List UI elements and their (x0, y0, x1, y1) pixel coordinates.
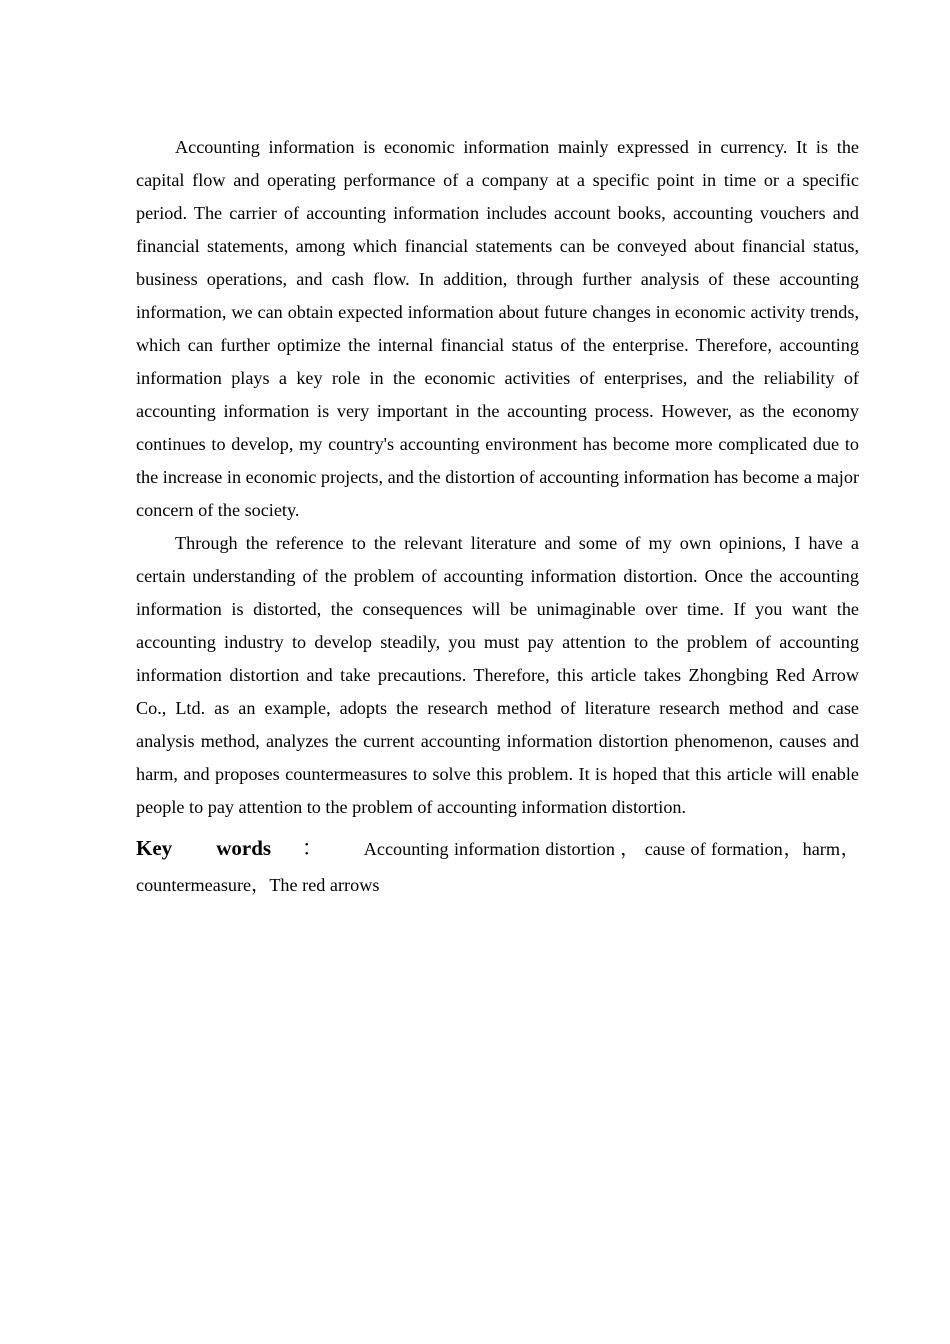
abstract-paragraph-1: Accounting information is economic information mainly expressed in currency. It is the capital flow and operating performance of a company at a specific point in time or a specific period. The carrier of accounting information includes account books, accounting vouchers and financial statements, among which financial statements can be conveyed about financial status, business operations, and cash flow. In addition, through further analysis of these accounting information, we can obtain expected information about future changes in economic activity trends, which can further optimize the internal financial status of the enterprise. Therefore, accounting information plays a key role in the economic activities of enterprises, and the reliability of accounting information is very important in the accounting process. However, as the economy continues to develop, my country's accounting environment has become more complicated due to the increase in economic projects, and the distortion of accounting information has become a major concern of the society. (136, 137, 859, 520)
abstract-paragraph-2: Through the reference to the relevant literature and some of my own opinions, I have a certain understanding of the problem of accounting information distortion. Once the accounting information is distorted, the consequences will be unimaginable over time. If you want the accounting industry to develop steadily, you must pay attention to the problem of accounting information distortion and take precautions. Therefore, this article takes Zhongbing Red Arrow Co., Ltd. as an example, adopts the research method of literature research method and case analysis method, analyzes the current accounting information distortion phenomenon, causes and harm, and proposes countermeasures to solve this problem. It is hoped that this article will enable people to pay attention to the problem of accounting information distortion. (136, 533, 859, 817)
keywords-text: Accounting information distortion ， cause of formation，harm，countermeasure，The red arrows (136, 839, 859, 895)
keywords-line (136, 830, 859, 903)
keywords-label: Key words (136, 836, 272, 860)
document-page (136, 131, 859, 903)
keywords-colon: ： (301, 836, 324, 860)
